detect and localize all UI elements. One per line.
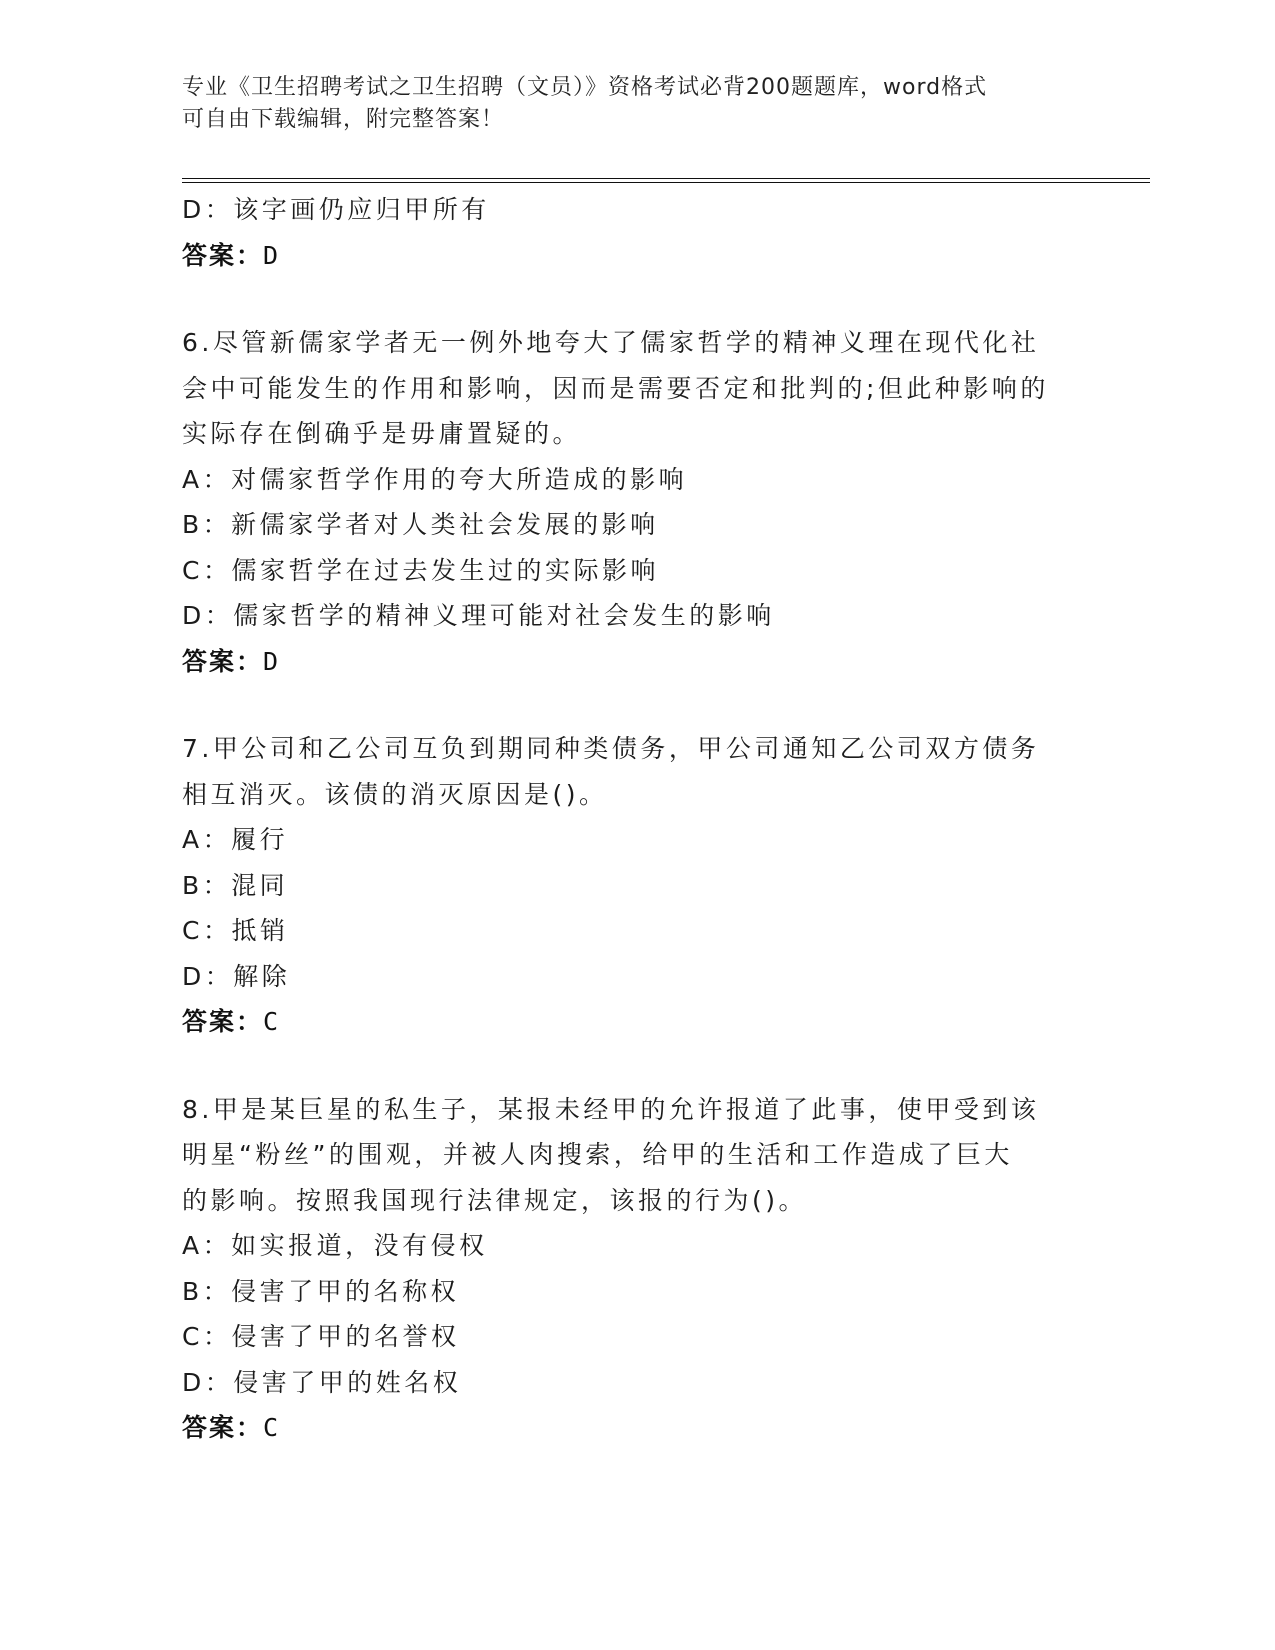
header-divider-top — [182, 178, 1150, 179]
header-divider-bottom — [182, 182, 1150, 183]
question-stem-line: 6.尽管新儒家学者无一例外地夸大了儒家哲学的精神义理在现代化社 — [182, 328, 1040, 357]
question-stem-line: 相互消灭。该债的消灭原因是()。 — [182, 779, 608, 809]
question-spacer — [182, 278, 1082, 320]
answer-value: C — [263, 1007, 280, 1036]
answer-label: 答案： — [182, 646, 264, 676]
question-stem-line: 的影响。按照我国现行法律规定，该报的行为()。 — [182, 1185, 808, 1215]
question-spacer — [182, 1045, 1082, 1087]
answer-value: D — [263, 646, 280, 676]
question-stem-line: 7.甲公司和乙公司互负到期同种类债务，甲公司通知乙公司双方债务 — [182, 734, 1040, 763]
question-stem-line: 会中可能发生的作用和影响，因而是需要否定和批判的;但此种影响的 — [182, 373, 1049, 403]
answer-label: 答案： — [182, 240, 264, 270]
answer-value: C — [263, 1413, 280, 1442]
option-d: D：侵害了甲的姓名权 — [182, 1367, 462, 1397]
option-d: D：该字画仍应归甲所有 — [182, 195, 490, 224]
answer-label: 答案： — [182, 1007, 264, 1036]
question-stem-line: 明星“粉丝”的围观，并被人肉搜索，给甲的生活和工作造成了巨大 — [182, 1140, 1013, 1169]
question-6 — [182, 320, 1082, 684]
option-b: B：新儒家学者对人类社会发展的影响 — [182, 510, 659, 539]
answer-line — [182, 1405, 1082, 1451]
option-a: A：对儒家哲学作用的夸大所造成的影响 — [182, 464, 688, 494]
answer-line — [182, 999, 1082, 1045]
option-d: D：儒家哲学的精神义理可能对社会发生的影响 — [182, 601, 775, 630]
question-8 — [182, 1087, 1082, 1451]
header-title-line-1: 专业《卫生招聘考试之卫生招聘（文员）》资格考试必背200题题库，word格式 — [182, 75, 988, 100]
option-a: A：如实报道，没有侵权 — [182, 1231, 488, 1260]
answer-line — [182, 233, 1082, 279]
answer-label: 答案： — [182, 1413, 264, 1442]
question-stem-line: 实际存在倒确乎是毋庸置疑的。 — [182, 419, 582, 448]
answer-value: D — [263, 240, 280, 270]
document-header — [182, 72, 1062, 136]
question-stem-line: 8.甲是某巨星的私生子，某报未经甲的允许报道了此事，使甲受到该 — [182, 1094, 1040, 1124]
question-7 — [182, 726, 1082, 1045]
question-spacer — [182, 684, 1082, 726]
answer-line — [182, 639, 1082, 685]
option-b: B：混同 — [182, 870, 289, 900]
option-d: D：解除 — [182, 961, 291, 991]
option-a: A：履行 — [182, 825, 289, 854]
option-b: B：侵害了甲的名称权 — [182, 1276, 460, 1306]
option-c: C：抵销 — [182, 916, 289, 945]
previous-question-fragment — [182, 187, 1082, 278]
option-c: C：侵害了甲的名誉权 — [182, 1322, 460, 1351]
option-c: C：儒家哲学在过去发生过的实际影响 — [182, 555, 659, 585]
header-title-line-2: 可自由下载编辑，附完整答案！ — [182, 107, 505, 132]
question-content — [182, 187, 1082, 1451]
